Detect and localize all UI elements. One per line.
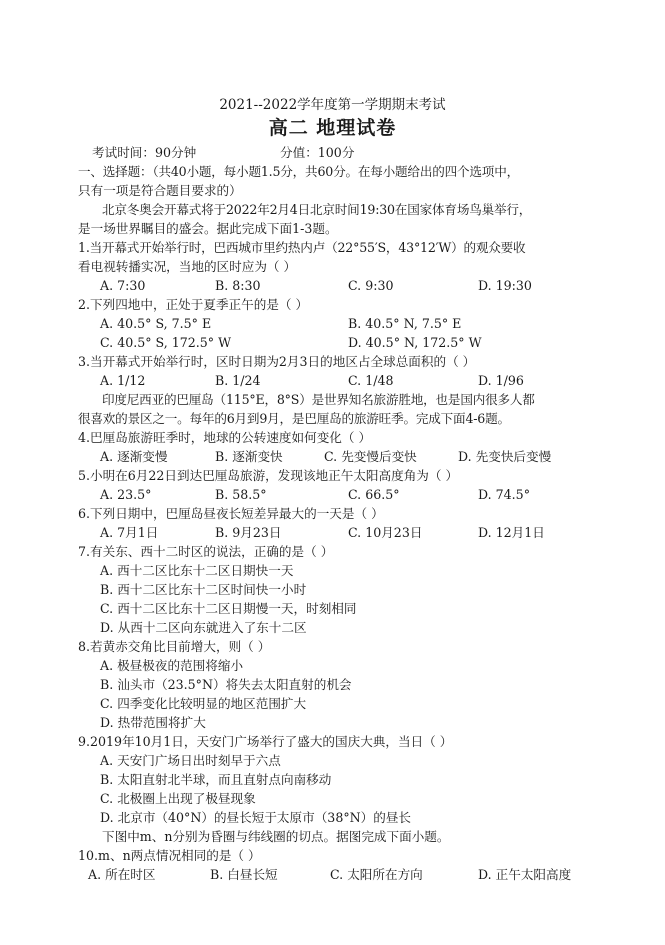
q9-option-d: D. 北京市（40°N）的昼长短于太原市（38°N）的昼长	[100, 810, 412, 825]
q6-option-d: D. 12月1日	[478, 525, 545, 540]
passage-intro-2-cont: 很喜欢的景区之一。每年的6月到9月，是巴厘岛的旅游旺季。完成下面4-6题。	[78, 411, 510, 426]
q5-option-d: D. 74.5°	[478, 487, 530, 502]
question-8-stem: 8.若黄赤交角比目前增大，则（ ）	[78, 639, 271, 654]
q5-option-c: C. 66.5°	[348, 487, 400, 502]
passage-intro: 北京冬奥会开幕式将于2022年2月4日北京时间19:30在国家体育场鸟巢举行，	[102, 202, 532, 217]
q2-option-c: C. 40.5° S, 172.5° W	[100, 335, 232, 350]
passage-intro-2: 印度尼西亚的巴厘岛（115°E，8°S）是世界知名旅游胜地，也是国内很多人都	[102, 392, 535, 407]
question-3-stem: 3.当开幕式开始举行时，区时日期为2月3日的地区占全球总面积的（ ）	[78, 354, 476, 369]
question-1-stem: 1.当开幕式开始举行时，巴西城市里约热内卢（22°55′S，43°12′W）的观众要收	[78, 240, 526, 255]
question-1-stem-cont: 看电视转播实况，当地的区时应为（ ）	[78, 259, 297, 274]
question-7-stem: 7.有关东、西十二时区的说法，正确的是（ ）	[78, 544, 334, 559]
question-5-stem: 5.小明在6月22日到达巴厘岛旅游，发现该地正午太阳高度角为（ ）	[78, 468, 459, 483]
q10-option-c: C. 太阳所在方向	[330, 867, 423, 882]
subject-title: 高二 地理试卷	[268, 117, 397, 139]
question-6-stem: 6.下列日期中，巴厘岛昼夜长短差异最大的一天是（ ）	[78, 506, 384, 521]
q8-option-a: A. 极昼极夜的范围将缩小	[100, 658, 244, 673]
q8-option-c: C. 四季变化比较明显的地区范围扩大	[100, 696, 307, 711]
q5-option-b: B. 58.5°	[215, 487, 267, 502]
q7-option-b: B. 西十二区比东十二区时间快一小时	[100, 582, 307, 597]
q3-option-d: D. 1/96	[478, 373, 524, 388]
q2-option-a: A. 40.5° S, 7.5° E	[100, 316, 212, 331]
exam-time: 考试时间：90分钟	[92, 145, 197, 160]
q9-option-b: B. 太阳直射北半球，而且直射点向南移动	[100, 772, 332, 787]
q4-option-b: B. 逐渐变快	[215, 449, 283, 464]
section-heading-cont: 只有一项是符合题目要求的）	[78, 183, 242, 198]
q3-option-c: C. 1/48	[348, 373, 394, 388]
exam-score: 分值：100分	[280, 145, 355, 160]
q10-option-a: A. 所在时区	[88, 867, 156, 882]
passage-intro-3: 下图中m、n分别为昏圈与纬线圈的切点。据图完成下面小题。	[102, 829, 450, 844]
question-4-stem: 4.巴厘岛旅游旺季时，地球的公转速度如何变化（ ）	[78, 430, 372, 445]
q8-option-b: B. 汕头市（23.5°N）将失去太阳直射的机会	[100, 677, 352, 692]
q1-option-b: B. 8:30	[215, 278, 261, 293]
section-heading: 一、选择题：（共40小题，每小题1.5分，共60分。在每小题给出的四个选项中，	[78, 164, 519, 179]
exam-title: 2021--2022学年度第一学期期末考试	[219, 97, 446, 113]
q4-option-a: A. 逐渐变慢	[100, 449, 168, 464]
q1-option-c: C. 9:30	[348, 278, 394, 293]
q3-option-a: A. 1/12	[100, 373, 146, 388]
q8-option-d: D. 热带范围将扩大	[100, 715, 206, 730]
q9-option-c: C. 北极圈上出现了极昼现象	[100, 791, 256, 806]
q10-option-b: B. 白昼长短	[210, 867, 278, 882]
q4-option-c: C. 先变慢后变快	[324, 449, 417, 464]
q9-option-a: A. 天安门广场日出时刻早于六点	[100, 753, 281, 768]
q7-option-c: C. 西十二区比东十二区日期慢一天，时刻相同	[100, 601, 357, 616]
question-2-stem: 2.下列四地中，正处于夏季正午的是（ ）	[78, 297, 309, 312]
q2-option-d: D. 40.5° N, 172.5° W	[348, 335, 482, 350]
q6-option-b: B. 9月23日	[215, 525, 282, 540]
q6-option-a: A. 7月1日	[100, 525, 159, 540]
q4-option-d: D. 先变快后变慢	[458, 449, 552, 464]
q6-option-c: C. 10月23日	[348, 525, 423, 540]
passage-intro-cont: 是一场世界瞩目的盛会。据此完成下面1-3题。	[78, 221, 338, 236]
q5-option-a: A. 23.5°	[100, 487, 152, 502]
q10-option-d: D. 正午太阳高度	[478, 867, 572, 882]
question-9-stem: 9.2019年10月1日，天安门广场举行了盛大的国庆大典，当日（ ）	[78, 734, 453, 749]
question-10-stem: 10.m、n两点情况相同的是（ ）	[78, 848, 261, 863]
q1-option-a: A. 7:30	[100, 278, 146, 293]
q2-option-b: B. 40.5° N, 7.5° E	[348, 316, 462, 331]
q1-option-d: D. 19:30	[478, 278, 532, 293]
q3-option-b: B. 1/24	[215, 373, 261, 388]
q7-option-d: D. 从西十二区向东就进入了东十二区	[100, 620, 307, 635]
q7-option-a: A. 西十二区比东十二区日期快一天	[100, 563, 294, 578]
